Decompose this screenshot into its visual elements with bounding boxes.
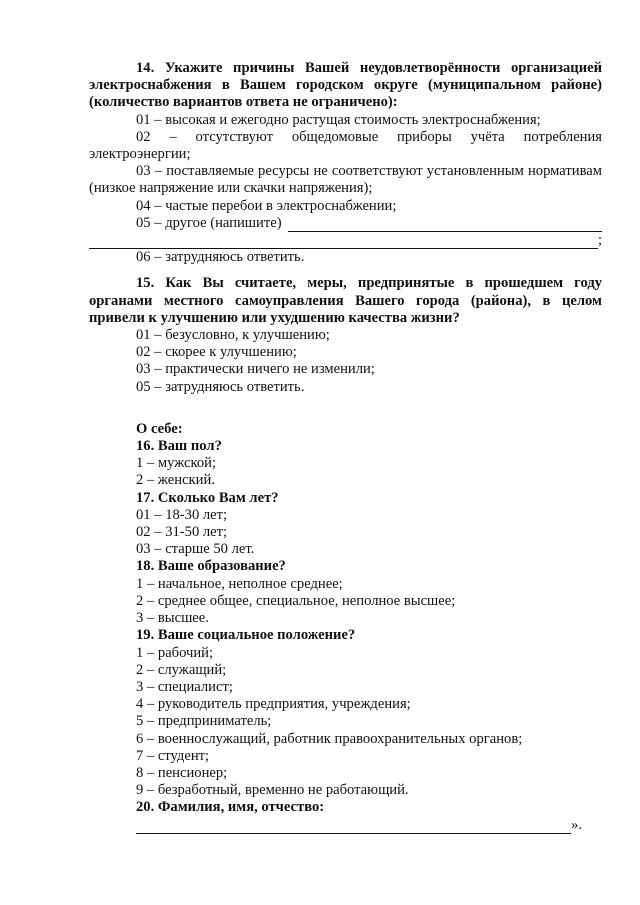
q14-other-answer-end: ; [597, 232, 602, 249]
q17-option-02: 02 – 31-50 лет; [136, 524, 228, 541]
q14-other-answer-row-2 [89, 232, 602, 249]
about-heading: О себе: [136, 420, 183, 437]
q14-option-05-row [89, 215, 602, 232]
q19-option-4: 4 – руководитель предприятия, учреждения; [136, 696, 411, 713]
question-18-title: 18. Ваше образование? [136, 558, 286, 575]
question-15-title: 15. Как Вы считаете, меры, предпринятые в прошедшем году органами местного самоуправления Вашего города (района), в целом привели к улучшению или ухудшению качества жизни? [89, 275, 602, 326]
question-16-title: 16. Ваш пол? [136, 438, 222, 455]
q17-option-01: 01 – 18-30 лет; [136, 506, 228, 523]
q14-option-02: 02 – отсутствуют общедомовые приборы учёта потребления электроэнергии; [89, 128, 602, 163]
q16-option-2: 2 – женский. [136, 472, 215, 489]
q18-option-1: 1 – начальное, неполное среднее; [136, 575, 343, 592]
q14-option-01: 01 – высокая и ежегодно растущая стоимость электроснабжения; [136, 111, 541, 128]
q20-answer-end: ». [571, 816, 582, 833]
q19-option-6: 6 – военнослужащий, работник правоохранительных органов; [136, 730, 523, 747]
q19-option-8: 8 – пенсионер; [136, 764, 228, 781]
q19-option-2: 2 – служащий; [136, 661, 227, 678]
q19-option-5: 5 – предприниматель; [136, 713, 272, 730]
q14-option-06: 06 – затрудняюсь ответить. [136, 249, 305, 266]
question-14-title: 14. Укажите причины Вашей неудовлетворённости организацией электроснабжения в Вашем городском округе (муниципальном районе) (количество вариантов ответа не ограничено): [89, 60, 602, 111]
q19-option-1: 1 – рабочий; [136, 644, 214, 661]
q17-option-03: 03 – старше 50 лет. [136, 541, 255, 558]
q18-option-3: 3 – высшее. [136, 610, 209, 627]
q19-option-7: 7 – студент; [136, 747, 210, 764]
q18-option-2: 2 – среднее общее, специальное, неполное высшее; [136, 592, 456, 609]
question-19-title: 19. Ваше социальное положение? [136, 627, 356, 644]
q15-option-05: 05 – затрудняюсь ответить. [136, 378, 305, 395]
q14-other-answer-line-2[interactable] [89, 236, 598, 249]
q20-name-answer-line[interactable] [136, 821, 571, 834]
q19-option-9: 9 – безработный, временно не работающий. [136, 782, 409, 799]
q14-option-05: 05 – другое (напишите) [136, 214, 282, 231]
question-20-title: 20. Фамилия, имя, отчество: [136, 799, 325, 816]
q16-option-1: 1 – мужской; [136, 455, 217, 472]
q14-other-answer-line-1[interactable] [288, 219, 602, 232]
q15-option-01: 01 – безусловно, к улучшению; [136, 327, 330, 344]
question-17-title: 17. Сколько Вам лет? [136, 489, 279, 506]
questionnaire-page [89, 60, 602, 834]
q15-option-03: 03 – практически ничего не изменили; [136, 361, 375, 378]
q19-option-3: 3 – специалист; [136, 678, 233, 695]
q20-answer-row [89, 817, 602, 834]
q14-option-04: 04 – частые перебои в электроснабжении; [136, 197, 397, 214]
q14-option-03: 03 – поставляемые ресурсы не соответствуют установленным нормативам (низкое напряжение или скачки напряжения); [89, 163, 602, 197]
q15-option-02: 02 – скорее к улучшению; [136, 344, 297, 361]
